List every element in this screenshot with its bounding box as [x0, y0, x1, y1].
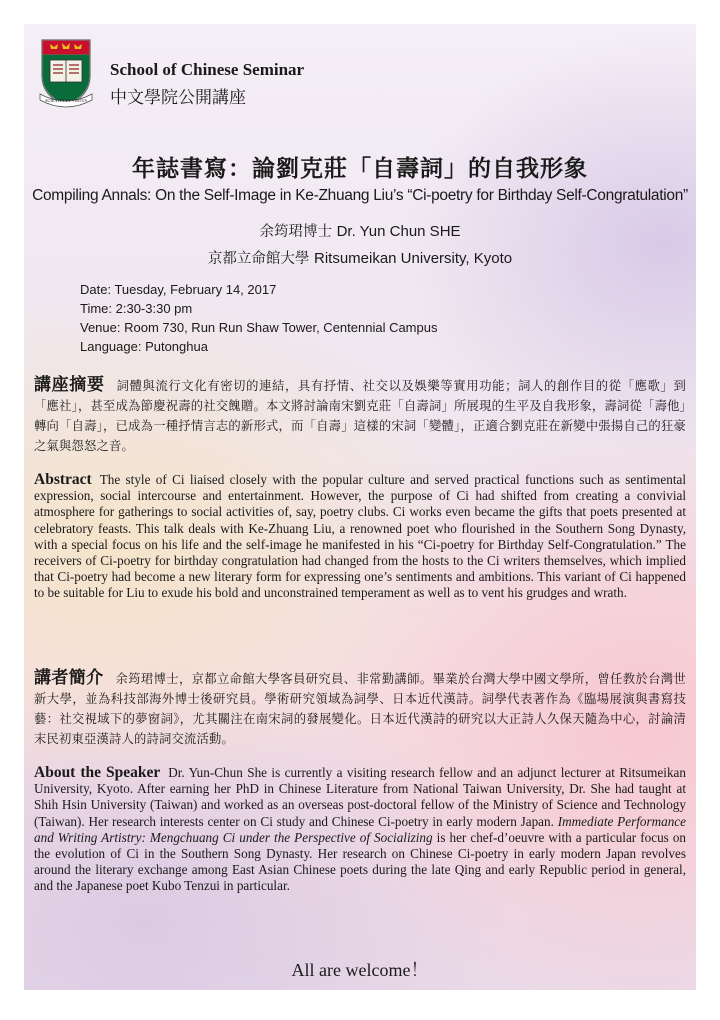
- abstract-zh-heading: 講座摘要: [34, 375, 105, 395]
- speaker-bio-en-section: [34, 765, 686, 895]
- abstract-zh-section: [34, 375, 686, 456]
- abstract-en-heading: Abstract: [34, 471, 92, 488]
- speaker-affiliation: [24, 247, 696, 268]
- poster: [24, 24, 696, 990]
- speaker-name-en: Dr. Yun Chun SHE: [336, 223, 461, 240]
- affiliation-en: Ritsumeikan University, Kyoto: [313, 250, 513, 267]
- welcome-note: All are welcome！: [291, 960, 429, 980]
- school-name-en: School of Chinese Seminar: [110, 60, 305, 79]
- header: [38, 38, 438, 110]
- event-language: Language: Putonghua: [80, 339, 208, 354]
- abstract-en-section: [34, 472, 686, 602]
- speaker-bio-zh-text: 余筠珺博士，京都立命館大學客員研究員、非常勤講師。畢業於台灣大學中國文學所，曾任教於台灣世新大學，並為科技部海外博士後研究員。學術研究領域為詞學、日本近代漢詩。詞學代表著作為《臨場展演與書寫技藝：社交視域下的夢窗詞》，尤其關注在南宋詞的發展變化。日本近代漢詩的研究以大正詩人久保天隨為中心，討論清末民初東亞漢詩人的詩詞交流活動。: [34, 672, 686, 746]
- school-name-zh: 中文學院公開講座: [110, 88, 246, 108]
- speaker-bio-en-text-2: is her chef-d’oeuvre with a particular focus on the evolution of Ci in the Southern Song Dynasty. Her research on Chinese Ci-poetry in early modern Japan revolves around the literary exchange among East Asian Chinese poets during the late Qing and early Republic period in general, and the Japanese poet Kubo Tenzui in particular.: [34, 829, 687, 894]
- hku-crest-logo: [38, 38, 94, 108]
- speaker-bio-zh-section: [34, 668, 686, 749]
- speaker-book-title: Immediate Performance and Writing Artistry: Mengchuang Ci under the Perspective of Socializing: [34, 813, 687, 845]
- event-time: Time: 2:30-3:30 pm: [80, 301, 193, 316]
- abstract-en-text: The style of Ci liaised closely with the popular culture and served practical functions such as sentimental expression, social intercourse and entertainment. However, the purpose of Ci had shifted from creating a convivial atmosphere for gatherings to social activities of, say, poetry clubs. Ci works even became the gifts that poets presented at celebratory feasts. This talk deals with Ke-Zhuang Liu, a renowned poet who flourished in the Southern Song Dynasty, with a special focus on his life and the self-image he manifested in his “Ci-poetry for Birthday Self-Congratulation.” The receivers of Ci-poetry for birthday congratulation had changed from the hosts to the Ci writers themselves, which implied that Ci-poetry had become a new literary form for expressing one’s sentiments and ambitions. This variant of Ci happened to be suitable for Liu to exude his bold and unconstrained temperament as well as to vent his grudges and wrath.: [34, 472, 686, 601]
- event-details: [80, 280, 437, 356]
- speaker-bio-en-text-1: Dr. Yun-Chun She is currently a visiting research fellow and an adjunct lecturer at Ritsumeikan University, Kyoto. After earning her PhD in Chinese Literature from National Taiwan University, Dr. She had taught at Shih Hsin University (Taiwan) and worked as an overseas post-doctoral fellow of the Ministry of Science and Technology (Taiwan). Her research interests center on Ci study and Chinese Ci-poetry in early modern Japan.: [34, 765, 686, 829]
- speaker-bio-zh-heading: 講者簡介: [34, 668, 104, 688]
- speaker-bio-en-heading: About the Speaker: [34, 764, 161, 781]
- abstract-zh-text: 詞體與流行文化有密切的連結，具有抒情、社交以及娛樂等實用功能；詞人的創作目的從「應歌」到「應社」，甚至成為節慶祝壽的社交餽贈。本文將討論南宋劉克莊「自壽詞」所展現的生平及自我形象，壽詞從「壽他」轉向「自壽」，已成為一種抒情言志的新形式，而「自壽」這樣的宋詞「變體」，正適合劉克莊在新變中張揚自己的狂豪之氣與怨怒之音。: [34, 379, 686, 453]
- seminar-title-zh: 年誌書寫：論劉克莊「自壽詞」的自我形象: [132, 156, 588, 182]
- svg-text:SCIENTIA ET VIRTUS: SCIENTIA ET VIRTUS: [45, 98, 87, 103]
- affiliation-zh: 京都立命館大學: [207, 251, 310, 267]
- speaker-name: [24, 220, 696, 241]
- event-date: Date: Tuesday, February 14, 2017: [80, 282, 277, 297]
- seminar-title-en: Compiling Annals: On the Self-Image in Ke-Zhuang Liu’s “Ci-poetry for Birthday Self-Congratulation”: [32, 187, 688, 204]
- event-venue: Venue: Room 730, Run Run Shaw Tower, Centennial Campus: [80, 320, 438, 335]
- speaker-name-zh: 余筠珺博士: [259, 224, 332, 240]
